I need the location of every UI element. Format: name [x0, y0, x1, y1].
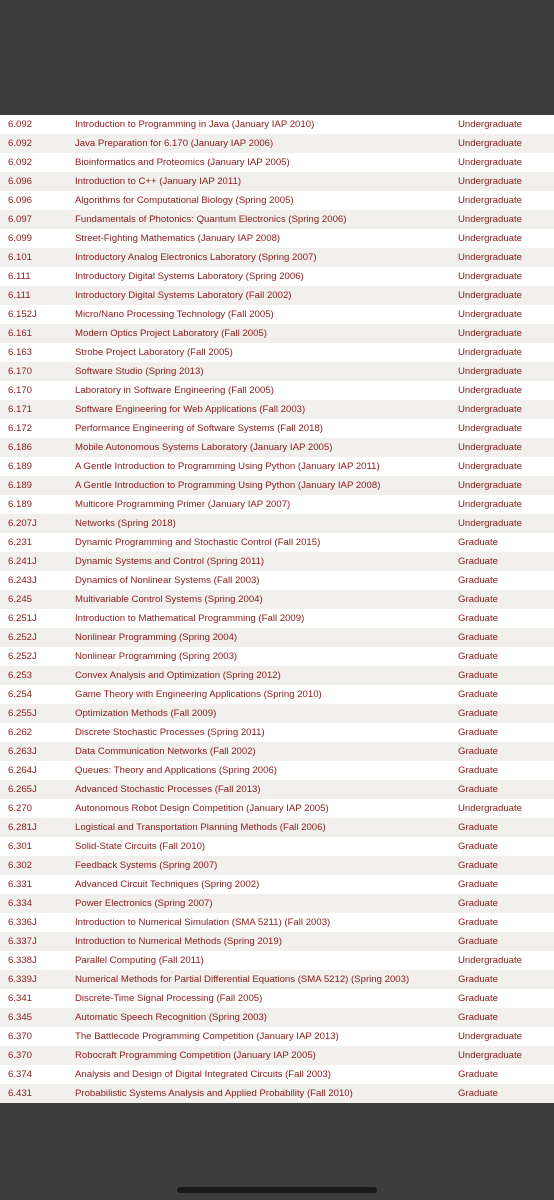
course-title-link[interactable]: Performance Engineering of Software Systems (Fall 2018) [75, 423, 323, 434]
course-title-link[interactable]: Mobile Autonomous Systems Laboratory (January IAP 2005) [75, 442, 333, 453]
course-level: Undergraduate [458, 404, 523, 415]
course-level: Graduate [458, 632, 499, 643]
course-level: Undergraduate [458, 119, 523, 130]
table-row [0, 381, 554, 400]
course-level: Graduate [458, 974, 499, 985]
course-number: 6.263J [8, 746, 37, 757]
table-row [0, 191, 554, 210]
course-level: Graduate [458, 898, 499, 909]
course-number: 6.207J [8, 518, 37, 529]
course-title-link[interactable]: Dynamic Systems and Control (Spring 2011) [75, 556, 265, 567]
table-row [0, 723, 554, 742]
course-title-link[interactable]: Java Preparation for 6.170 (January IAP 2006) [75, 138, 274, 149]
table-row [0, 780, 554, 799]
course-title-link[interactable]: Multicore Programming Primer (January IAP 2007) [75, 499, 291, 510]
table-row [0, 172, 554, 191]
course-number: 6.341 [8, 993, 33, 1004]
table-row [0, 305, 554, 324]
course-title-link[interactable]: Software Studio (Spring 2013) [75, 366, 204, 377]
course-number: 6.254 [8, 689, 33, 700]
course-level: Graduate [458, 860, 499, 871]
course-title-link[interactable]: Queues: Theory and Applications (Spring 2006) [75, 765, 277, 776]
course-number: 6.170 [8, 385, 33, 396]
table-row [0, 153, 554, 172]
course-level: Graduate [458, 879, 499, 890]
table-row [0, 761, 554, 780]
table-row [0, 571, 554, 590]
course-number: 6.099 [8, 233, 33, 244]
table-row [0, 438, 554, 457]
course-number: 6.172 [8, 423, 33, 434]
course-level: Graduate [458, 651, 499, 662]
course-title-link[interactable]: Introduction to Numerical Methods (Spring 2019) [75, 936, 282, 947]
course-title-link[interactable]: Introductory Digital Systems Laboratory (Spring 2006) [75, 271, 304, 282]
course-title-link[interactable]: Feedback Systems (Spring 2007) [75, 860, 218, 871]
course-level: Undergraduate [458, 366, 523, 377]
course-level: Undergraduate [458, 1050, 523, 1061]
course-level: Graduate [458, 746, 499, 757]
course-level: Undergraduate [458, 955, 523, 966]
course-level: Undergraduate [458, 214, 523, 225]
course-level: Graduate [458, 936, 499, 947]
course-number: 6.334 [8, 898, 33, 909]
course-level: Undergraduate [458, 271, 523, 282]
course-title-link[interactable]: Discrete-Time Signal Processing (Fall 2005) [75, 993, 263, 1004]
course-number: 6.336J [8, 917, 37, 928]
course-level: Undergraduate [458, 518, 523, 529]
course-level: Undergraduate [458, 499, 523, 510]
course-number: 6.262 [8, 727, 33, 738]
course-number: 6.337J [8, 936, 37, 947]
course-level: Graduate [458, 537, 499, 548]
table-row [0, 856, 554, 875]
course-number: 6.231 [8, 537, 33, 548]
course-level: Undergraduate [458, 480, 523, 491]
table-row [0, 951, 554, 970]
table-row [0, 324, 554, 343]
course-level: Undergraduate [458, 347, 523, 358]
course-number: 6.243J [8, 575, 37, 586]
course-level: Undergraduate [458, 385, 523, 396]
course-level: Undergraduate [458, 176, 523, 187]
table-row [0, 932, 554, 951]
table-row [0, 1065, 554, 1084]
course-table [0, 115, 554, 1103]
course-level: Graduate [458, 841, 499, 852]
course-title-link[interactable]: Numerical Methods for Partial Differential Equations (SMA 5212) (Spring 2003) [75, 974, 410, 985]
course-title-link[interactable]: Advanced Circuit Techniques (Spring 2002) [75, 879, 260, 890]
course-title-link[interactable]: Parallel Computing (Fall 2011) [75, 955, 204, 966]
table-row [0, 628, 554, 647]
course-number: 6.338J [8, 955, 37, 966]
course-number: 6.245 [8, 594, 33, 605]
course-number: 6.370 [8, 1050, 33, 1061]
course-level: Graduate [458, 708, 499, 719]
course-number: 6.189 [8, 461, 33, 472]
course-number: 6.111 [8, 290, 31, 301]
table-row [0, 742, 554, 761]
course-number: 6.092 [8, 138, 33, 149]
table-row [0, 495, 554, 514]
course-level: Graduate [458, 917, 499, 928]
course-level: Undergraduate [458, 423, 523, 434]
table-row [0, 837, 554, 856]
table-row [0, 1046, 554, 1065]
course-title-link[interactable]: Dynamic Programming and Stochastic Control (Fall 2015) [75, 537, 321, 548]
course-number: 6.253 [8, 670, 33, 681]
table-row [0, 913, 554, 932]
course-level: Undergraduate [458, 252, 523, 263]
course-title-link[interactable]: Data Communication Networks (Fall 2002) [75, 746, 256, 757]
course-number: 6.345 [8, 1012, 33, 1023]
table-row [0, 210, 554, 229]
course-number: 6.339J [8, 974, 37, 985]
table-row [0, 1008, 554, 1027]
course-number: 6.096 [8, 176, 33, 187]
table-row [0, 115, 554, 134]
course-level: Graduate [458, 765, 499, 776]
home-indicator[interactable] [177, 1187, 377, 1193]
course-level: Undergraduate [458, 157, 523, 168]
course-number: 6.265J [8, 784, 37, 795]
course-title-link[interactable]: Algorithms for Computational Biology (Spring 2005) [75, 195, 294, 206]
course-number: 6.096 [8, 195, 33, 206]
course-title-link[interactable]: Optimization Methods (Fall 2009) [75, 708, 217, 719]
table-row [0, 343, 554, 362]
table-row [0, 647, 554, 666]
course-title-link[interactable]: Laboratory in Software Engineering (Fall 2005) [75, 385, 274, 396]
table-row [0, 894, 554, 913]
course-title-link[interactable]: Nonlinear Programming (Spring 2003) [75, 651, 238, 662]
course-level: Graduate [458, 670, 499, 681]
course-level: Graduate [458, 613, 499, 624]
table-row [0, 362, 554, 381]
course-level: Graduate [458, 575, 499, 586]
table-row [0, 1027, 554, 1046]
course-level: Graduate [458, 784, 499, 795]
course-number: 6.264J [8, 765, 37, 776]
course-title-link[interactable]: Introductory Digital Systems Laboratory (Fall 2002) [75, 290, 292, 301]
course-number: 6.111 [8, 271, 31, 282]
course-title-link[interactable]: Logistical and Transportation Planning Methods (Fall 2006) [75, 822, 326, 833]
course-level: Graduate [458, 993, 499, 1004]
course-level: Graduate [458, 594, 499, 605]
table-row [0, 400, 554, 419]
table-row [0, 552, 554, 571]
course-title-link[interactable]: Automatic Speech Recognition (Spring 2003) [75, 1012, 267, 1023]
course-level: Undergraduate [458, 195, 523, 206]
course-number: 6.302 [8, 860, 33, 871]
course-number: 6.252J [8, 632, 37, 643]
course-title-link[interactable]: Robocraft Programming Competition (January IAP 2005) [75, 1050, 316, 1061]
course-number: 6.255J [8, 708, 37, 719]
course-title-link[interactable]: Strobe Project Laboratory (Fall 2005) [75, 347, 233, 358]
course-number: 6.270 [8, 803, 33, 814]
table-row [0, 457, 554, 476]
course-number: 6.251J [8, 613, 37, 624]
course-title-link[interactable]: Introduction to Programming in Java (January IAP 2010) [75, 119, 315, 130]
course-title-link[interactable]: Autonomous Robot Design Competition (January IAP 2005) [75, 803, 329, 814]
course-number: 6.241J [8, 556, 37, 567]
course-title-link[interactable]: Analysis and Design of Digital Integrated Circuits (Fall 2003) [75, 1069, 331, 1080]
course-title-link[interactable]: Nonlinear Programming (Spring 2004) [75, 632, 238, 643]
course-title-link[interactable]: Fundamentals of Photonics: Quantum Electronics (Spring 2006) [75, 214, 347, 225]
course-number: 6.097 [8, 214, 33, 225]
course-title-link[interactable]: Micro/Nano Processing Technology (Fall 2005) [75, 309, 274, 320]
table-row [0, 609, 554, 628]
course-title-link[interactable]: Power Electronics (Spring 2007) [75, 898, 213, 909]
course-title-link[interactable]: Probabilistic Systems Analysis and Applied Probability (Fall 2010) [75, 1088, 353, 1099]
course-level: Graduate [458, 556, 499, 567]
course-title-link[interactable]: Advanced Stochastic Processes (Fall 2013) [75, 784, 261, 795]
table-row [0, 533, 554, 552]
course-number: 6.281J [8, 822, 37, 833]
course-number: 6.163 [8, 347, 33, 358]
course-level: Graduate [458, 727, 499, 738]
course-number: 6.171 [8, 404, 33, 415]
course-title-link[interactable]: Discrete Stochastic Processes (Spring 2011) [75, 727, 265, 738]
table-row [0, 267, 554, 286]
course-number: 6.161 [8, 328, 33, 339]
course-level: Undergraduate [458, 1031, 523, 1042]
table-row [0, 818, 554, 837]
bottom-dark-region [0, 1103, 554, 1200]
course-title-link[interactable]: Introduction to Mathematical Programming (Fall 2009) [75, 613, 305, 624]
course-title-link[interactable]: A Gentle Introduction to Programming Using Python (January IAP 2008) [75, 480, 381, 491]
course-title-link[interactable]: A Gentle Introduction to Programming Using Python (January IAP 2011) [75, 461, 380, 472]
course-title-link[interactable]: Modern Optics Project Laboratory (Fall 2005) [75, 328, 267, 339]
table-row [0, 476, 554, 495]
course-title-link[interactable]: Convex Analysis and Optimization (Spring 2012) [75, 670, 281, 681]
table-row [0, 134, 554, 153]
course-title-link[interactable]: Street-Fighting Mathematics (January IAP 2008) [75, 233, 281, 244]
course-title-link[interactable]: Game Theory with Engineering Applications (Spring 2010) [75, 689, 322, 700]
course-number: 6.331 [8, 879, 33, 890]
table-row [0, 229, 554, 248]
course-number: 6.092 [8, 119, 33, 130]
course-number: 6.374 [8, 1069, 33, 1080]
course-number: 6.252J [8, 651, 37, 662]
course-level: Undergraduate [458, 803, 523, 814]
table-row [0, 989, 554, 1008]
course-title-link[interactable]: Networks (Spring 2018) [75, 518, 176, 529]
table-row [0, 248, 554, 267]
course-number: 6.189 [8, 499, 33, 510]
course-title-link[interactable]: The Battlecode Programming Competition (January IAP 2013) [75, 1031, 339, 1042]
course-title-link[interactable]: Introduction to Numerical Simulation (SMA 5211) (Fall 2003) [75, 917, 331, 928]
course-number: 6.101 [8, 252, 33, 263]
course-level: Undergraduate [458, 233, 523, 244]
course-title-link[interactable]: Introduction to C++ (January IAP 2011) [75, 176, 242, 187]
course-level: Undergraduate [458, 290, 523, 301]
course-number: 6.170 [8, 366, 33, 377]
course-level: Graduate [458, 1069, 499, 1080]
course-number: 6.092 [8, 157, 33, 168]
table-row [0, 419, 554, 438]
table-row [0, 666, 554, 685]
course-level: Undergraduate [458, 138, 523, 149]
course-number: 6.301 [8, 841, 33, 852]
table-row [0, 685, 554, 704]
table-row [0, 1084, 554, 1103]
table-row [0, 875, 554, 894]
table-row [0, 590, 554, 609]
course-level: Undergraduate [458, 328, 523, 339]
course-title-link[interactable]: Bioinformatics and Proteomics (January IAP 2005) [75, 157, 290, 168]
table-row [0, 704, 554, 723]
table-row [0, 286, 554, 305]
course-title-link[interactable]: Dynamics of Nonlinear Systems (Fall 2003) [75, 575, 260, 586]
course-number: 6.186 [8, 442, 33, 453]
course-number: 6.370 [8, 1031, 33, 1042]
table-row [0, 799, 554, 818]
course-level: Graduate [458, 1088, 499, 1099]
course-level: Graduate [458, 689, 499, 700]
course-number: 6.189 [8, 480, 33, 491]
table-row [0, 970, 554, 989]
course-level: Graduate [458, 1012, 499, 1023]
course-number: 6.431 [8, 1088, 33, 1099]
course-level: Graduate [458, 822, 499, 833]
course-level: Undergraduate [458, 442, 523, 453]
course-title-link[interactable]: Introductory Analog Electronics Laboratory (Spring 2007) [75, 252, 317, 263]
top-dark-region [0, 0, 554, 115]
course-number: 6.152J [8, 309, 37, 320]
course-title-link[interactable]: Solid-State Circuits (Fall 2010) [75, 841, 206, 852]
course-title-link[interactable]: Multivariable Control Systems (Spring 2004) [75, 594, 263, 605]
course-level: Undergraduate [458, 309, 523, 320]
course-level: Undergraduate [458, 461, 523, 472]
table-row [0, 514, 554, 533]
course-title-link[interactable]: Software Engineering for Web Applications (Fall 2003) [75, 404, 306, 415]
